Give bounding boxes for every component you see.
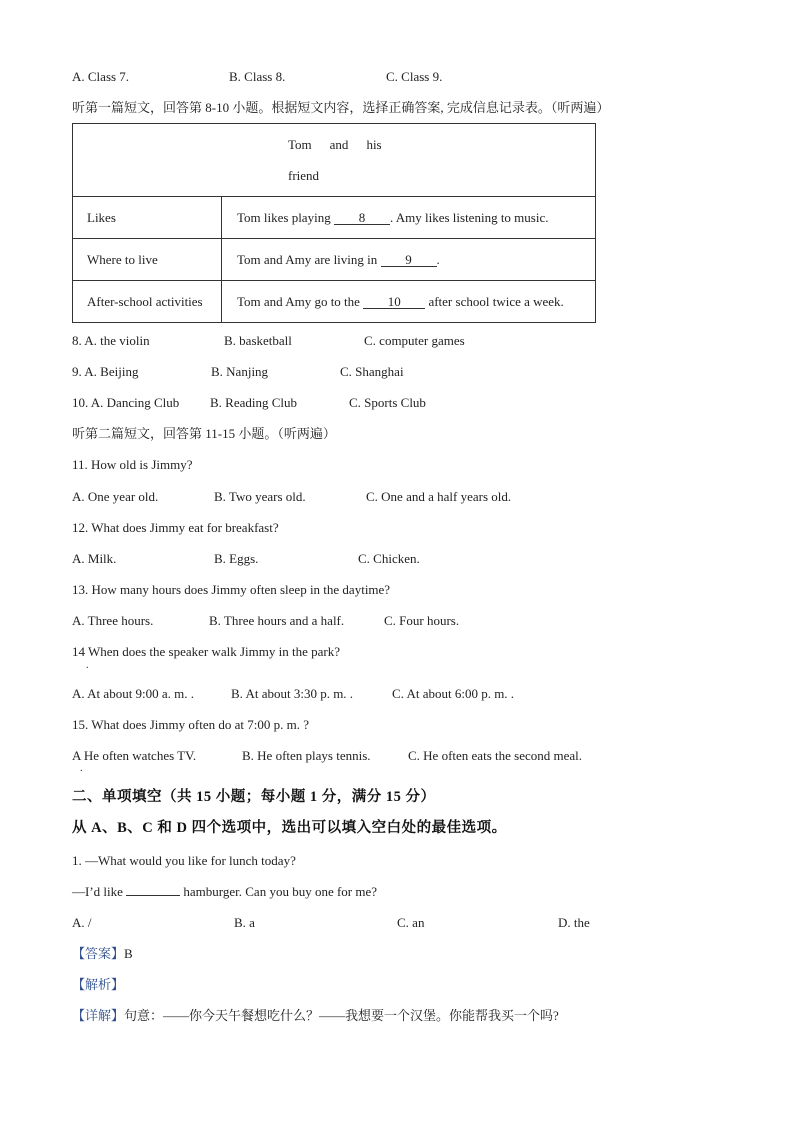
option-c: C. Class 9. <box>386 69 443 84</box>
answer-line <box>72 946 133 962</box>
q9-option-c: C. Shanghai <box>340 364 404 379</box>
analysis-tag: 【解析】 <box>72 977 125 992</box>
q15-option-a: A He often watches TV. <box>72 748 197 763</box>
detail-line <box>72 1008 559 1024</box>
blank-8: 8 <box>334 211 390 225</box>
row-content: Tom likes playing 8 . Amy likes listening to music. <box>222 197 596 239</box>
blank-10: 10 <box>363 295 425 309</box>
row-label: After-school activities <box>73 281 222 323</box>
table-row <box>73 281 596 323</box>
detail-tag: 【详解】 <box>72 1008 125 1023</box>
s1-option-d: D. the <box>558 915 590 930</box>
blank-9: 9 <box>381 253 437 267</box>
option-b: B. Class 8. <box>229 69 286 84</box>
header-word: Tom <box>288 137 312 152</box>
s1-option-c: C. an <box>397 915 425 930</box>
row-content: Tom and Amy are living in 9 . <box>222 239 596 281</box>
header-line2: friend <box>288 168 320 183</box>
q14-question: 14 When does the speaker walk Jimmy in the park? <box>72 644 340 659</box>
row-label: Likes <box>73 197 222 239</box>
part2-title: 二、单项填空（共 15 小题；每小题 1 分，满分 15 分） <box>72 789 436 805</box>
q11-option-a: A. One year old. <box>72 489 159 504</box>
table-header-cell <box>73 124 596 197</box>
q11-option-b: B. Two years old. <box>214 489 306 504</box>
q10-option-c: C. Sports Club <box>349 395 426 410</box>
option-a: A. Class 7. <box>72 69 130 84</box>
q15-option-c: C. He often eats the second meal. <box>408 748 582 763</box>
s1-option-a: A. / <box>72 915 92 930</box>
info-record-table <box>72 123 596 323</box>
header-word: his <box>366 137 382 152</box>
header-word: and <box>329 137 349 152</box>
q11-question: 11. How old is Jimmy? <box>72 457 193 472</box>
q13-option-a: A. Three hours. <box>72 613 154 628</box>
analysis-line <box>72 977 124 993</box>
q10-option-a: 10. A. Dancing Club <box>72 395 180 410</box>
row-content: Tom and Amy go to the 10 after school twice a week. <box>222 281 596 323</box>
part2-instruction: 从 A、B、C 和 D 四个选项中，选出可以填入空白处的最佳选项。 <box>72 820 507 836</box>
section1-instruction: 听第一篇短文，回答第 8-10 小题。根据短文内容，选择正确答案, 完成信息记录表。（听两遍） <box>72 100 610 115</box>
q14-option-a: A. At about 9:00 a. m. . <box>72 686 195 701</box>
row-label: Where to live <box>73 239 222 281</box>
table-header-row <box>73 124 596 197</box>
q13-option-c: C. Four hours. <box>384 613 460 628</box>
q13-question: 13. How many hours does Jimmy often sleep in the daytime? <box>72 582 391 597</box>
q8-option-c: C. computer games <box>364 333 465 348</box>
q10-option-b: B. Reading Club <box>210 395 298 410</box>
answer-value: B <box>124 946 133 961</box>
q14-option-b: B. At about 3:30 p. m. . <box>231 686 354 701</box>
q12-option-c: C. Chicken. <box>358 551 420 566</box>
q13-option-b: B. Three hours and a half. <box>209 613 345 628</box>
q8-option-a: 8. A. the violin <box>72 333 150 348</box>
table-row <box>73 197 596 239</box>
q12-option-b: B. Eggs. <box>214 551 259 566</box>
q9-option-b: B. Nanjing <box>211 364 269 379</box>
section2-instruction: 听第二篇短文，回答第 11-15 小题。（听两遍） <box>72 426 336 441</box>
q8-option-b: B. basketball <box>224 333 292 348</box>
q9-option-a: 9. A. Beijing <box>72 364 139 379</box>
q11-option-c: C. One and a half years old. <box>366 489 512 504</box>
s1-question: 1. —What would you like for lunch today? <box>72 853 296 868</box>
detail-text: 句意：——你今天午餐想吃什么？——我想要一个汉堡。你能帮我买一个吗? <box>124 1008 559 1023</box>
q15-question: 15. What does Jimmy often do at 7:00 p. m. ? <box>72 717 309 732</box>
stray-dot: . <box>80 763 83 774</box>
s1-option-b: B. a <box>234 915 255 930</box>
q15-option-b: B. He often plays tennis. <box>242 748 371 763</box>
table-row <box>73 239 596 281</box>
stray-dot: . <box>86 660 89 671</box>
q12-question: 12. What does Jimmy eat for breakfast? <box>72 520 279 535</box>
answer-tag: 【答案】 <box>72 946 125 961</box>
s1-blank <box>126 895 180 896</box>
q12-option-a: A. Milk. <box>72 551 117 566</box>
s1-question-line2: —I’d like hamburger. Can you buy one for me? <box>72 884 378 899</box>
q14-option-c: C. At about 6:00 p. m. . <box>392 686 515 701</box>
